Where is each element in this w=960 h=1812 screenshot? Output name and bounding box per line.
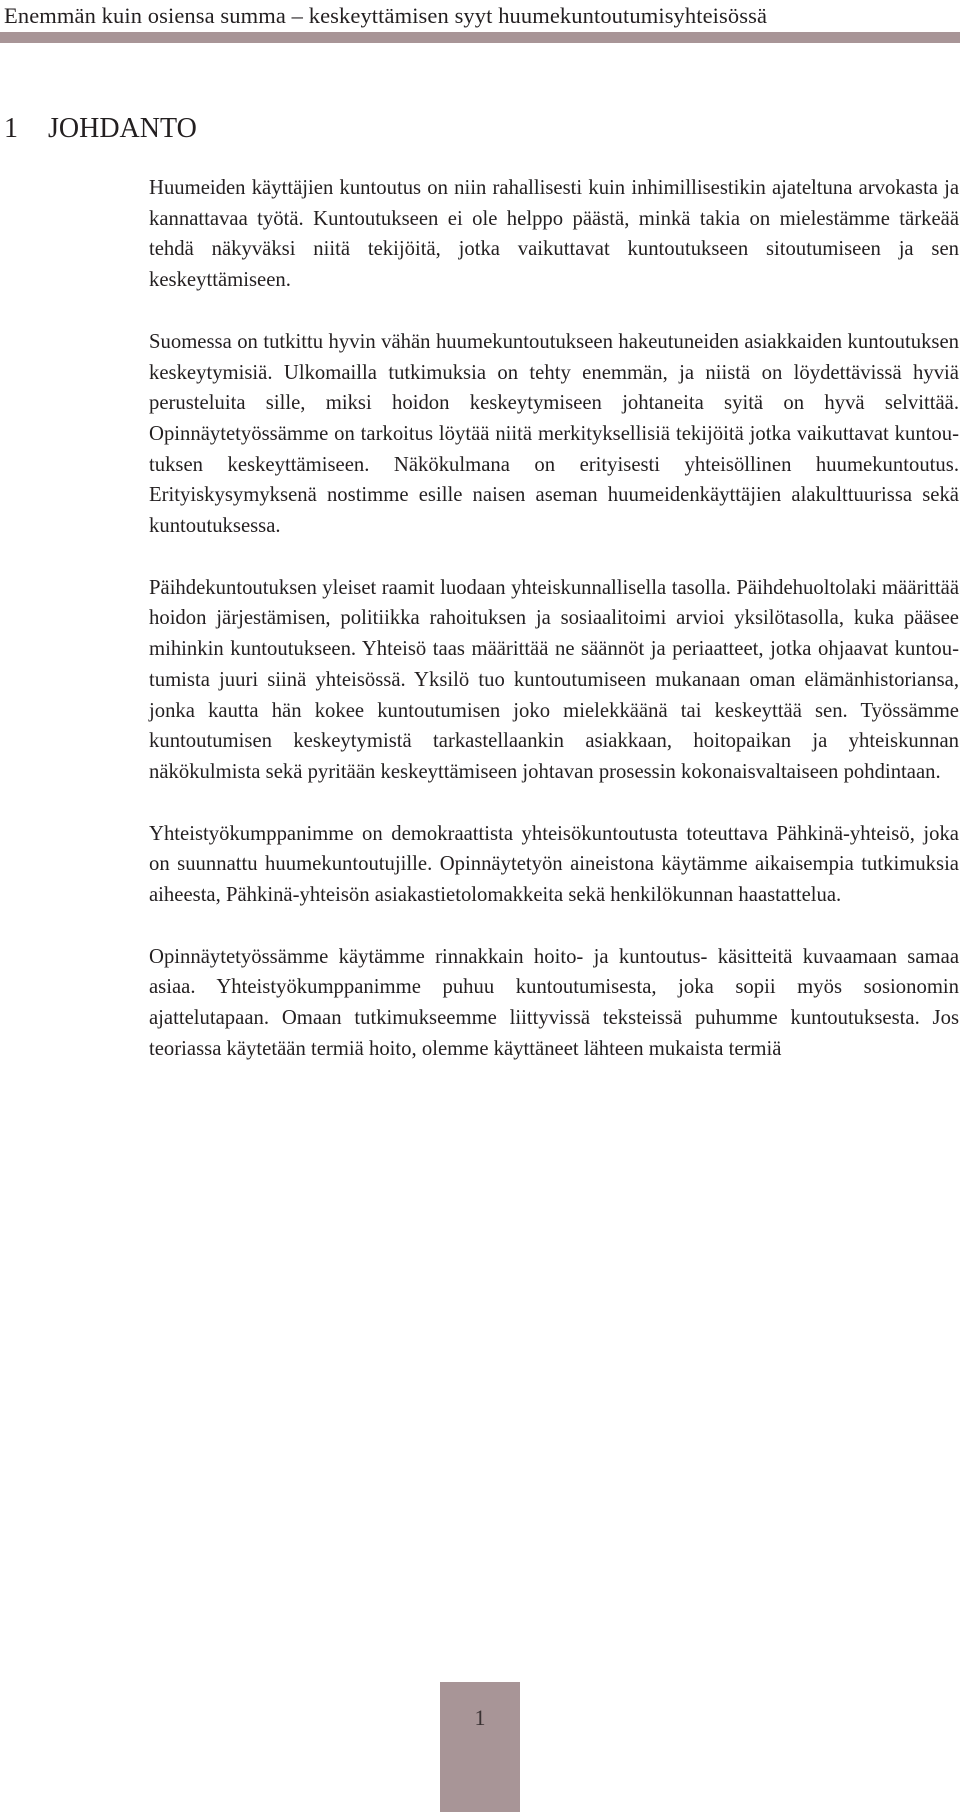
paragraph: Päihdekuntoutuksen yleiset raamit luodaan yhteiskunnallisella tasolla. Päihdehuoltolaki määrittää hoidon järjestämisen, politiikka rahoituksen ja sosiaalitoimi arvioi yksilötasolla, kuka pääsee mihinkin kuntoutukseen. Yhteisö taas määrittää ne säännöt ja periaatteet, jotka ohjaavat kuntoutumista juuri siinä yhteisössä. Yksilö tuo kuntoutumiseen mukanaan oman elämänhistoriansa, jonka kautta hän kokee kuntoutumisen joko mielekkäänä tai keskeyttää sen. Työssämme kuntoutumisen keskeytymistä tarkastellaankin asiakkaan, hoitopaikan ja yhteiskunnan näkökulmista sekä pyritään keskeyttämiseen johtavan prosessin kokonaisvaltaiseen pohdintaan.: [149, 576, 959, 783]
chapter-heading: [4, 112, 197, 146]
chapter-title: JOHDANTO: [48, 113, 197, 144]
paragraph: Suomessa on tutkittu hyvin vähän huumekuntoutukseen hakeutuneiden asiakkaiden kuntoutuksen keskeytymisiä. Ulkomailla tutkimuksia on tehty enemmän, ja niistä on löydettävissä hyviä perusteluita sille, miksi hoidon keskeytymiseen johtaneita syitä on hyvä selvittää. Opinnäytetyössämme on tarkoitus löytää niitä merkityksellisiä tekijöitä jotka vaikuttavat kuntoutuksen keskeyttämiseen. Näkökulmana on erityisesti yhteisöllinen huumekuntoutus. Erityiskysymyksenä nostimme esille naisen aseman huumeidenkäyttäjien alakulttuurissa sekä kuntoutuksessa.: [149, 330, 959, 538]
running-header: [0, 0, 960, 46]
header-rule: [0, 32, 960, 43]
page-number: 1: [474, 1705, 486, 1730]
page-number-tab: [440, 1682, 520, 1812]
chapter-number: 1: [4, 113, 18, 144]
running-header-title: Enemmän kuin osiensa summa – keskeyttämisen syyt huumekuntoutumisyhteisössä: [4, 3, 768, 28]
body-text: [149, 173, 959, 1096]
paragraph: Huumeiden käyttäjien kuntoutus on niin rahallisesti kuin inhimillisestikin ajateltuna arvokasta ja kannattavaa työtä. Kuntoutukseen ei ole helppo päästä, minkä takia on mielestämme tärkeää tehdä näkyväksi niitä tekijöitä, jotka vaikuttavat kuntoutukseen sitoutumiseen ja sen keskeyttämiseen.: [149, 177, 959, 292]
paragraph: Opinnäytetyössämme käytämme rinnakkain hoito- ja kuntoutus- käsitteitä kuvaamaan samaa asiaa. Yhteistyökumppanimme puhuu kuntoutumisesta, joka sopii myös sosionomin ajattelutapaan. Omaan tutkimukseemme liittyvissä teksteissä puhumme kuntoutuksesta. Jos teoriassa käytetään termiä hoito, olemme käyttäneet lähteen mukaista termiä: [149, 945, 959, 1060]
paragraph: Yhteistyökumppanimme on demokraattista yhteisökuntoutusta toteuttava Pähkinä-yhteisö, joka on suunnattu huumekuntoutujille. Opinnäytetyön aineistona käytämme aikaisempia tutkimuksia aiheesta, Pähkinä-yhteisön asiakastietolomakkeita sekä henkilökunnan haastattelua.: [149, 822, 959, 907]
